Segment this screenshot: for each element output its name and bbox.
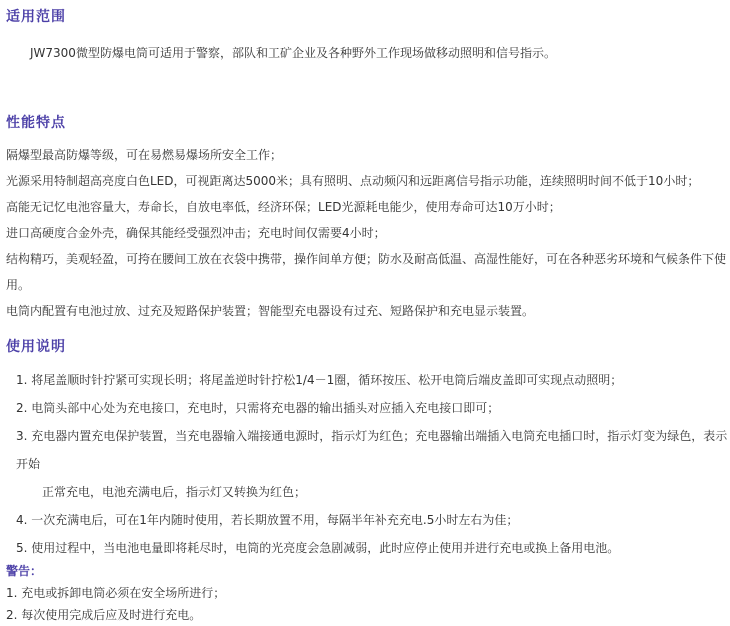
section-title-features: 性能特点 — [6, 115, 66, 131]
instruction-item: 1. 将尾盖顺时针拧紧可实现长明；将尾盖逆时针拧松1/4－1圈，循环按压、松开电筒后端皮盖即可实现点动照明； — [16, 373, 623, 387]
section-title-instructions: 使用说明 — [6, 339, 66, 355]
instruction-item: 2. 电筒头部中心处为充电接口，充电时，只需将充电器的输出插头对应插入充电接口即可； — [16, 401, 500, 415]
feature-line: 隔爆型最高防爆等级，可在易燃易爆场所安全工作； — [6, 148, 283, 162]
feature-line: 结构精巧，美观轻盈，可挎在腰间工放在衣袋中携带，操作间单方便；防水及耐高低温、高湿性能好，可在各种恶劣环境和气候条件下使用。 — [6, 252, 727, 292]
feature-line: 电筒内配置有电池过放、过充及短路保护装置；智能型充电器设有过充、短路保护和充电显示装置。 — [6, 304, 535, 318]
instruction-item: 3. 充电器内置充电保护装置，当充电器输入端接通电源时，指示灯为红色；充电器输出端插入电筒充电插口时，指示灯变为绿色，表示开始 — [16, 429, 728, 471]
warning-item: 2. 每次使用完成后应及时进行充电。 — [6, 608, 202, 622]
feature-line: 光源采用特制超高亮度白色LED，可视距离达5000米；具有照明、点动频闪和远距离信号指示功能，连续照明时间不低于10小时； — [6, 174, 700, 188]
feature-line: 高能无记忆电池容量大，寿命长，自放电率低，经济环保；LED光源耗电能少，使用寿命可达10万小时； — [6, 200, 561, 214]
feature-line: 进口高硬度合金外壳，确保其能经受强烈冲击；充电时间仅需要4小时； — [6, 226, 386, 240]
features-list — [6, 142, 728, 324]
warning-item: 1. 充电或拆卸电筒必须在安全场所进行； — [6, 586, 226, 600]
instruction-item-continuation: 正常充电，电池充满电后，指示灯又转换为红色； — [42, 485, 307, 499]
section-title-scope: 适用范围 — [6, 9, 66, 25]
instruction-item: 4. 一次充满电后，可在1年内随时使用，若长期放置不用，每隔半年补充充电.5小时左右为佳； — [16, 513, 519, 527]
warning-list — [6, 582, 718, 626]
scope-paragraph: JW7300微型防爆电筒可适用于警察，部队和工矿企业及各种野外工作现场做移动照明和信号指示。 — [30, 46, 556, 60]
instructions-list — [16, 366, 728, 562]
instruction-item: 5. 使用过程中，当电池电量即将耗尽时，电筒的光亮度会急剧减弱，此时应停止使用并进行充电或换上备用电池。 — [16, 541, 620, 555]
section-title-warning: 警告： — [6, 564, 43, 578]
